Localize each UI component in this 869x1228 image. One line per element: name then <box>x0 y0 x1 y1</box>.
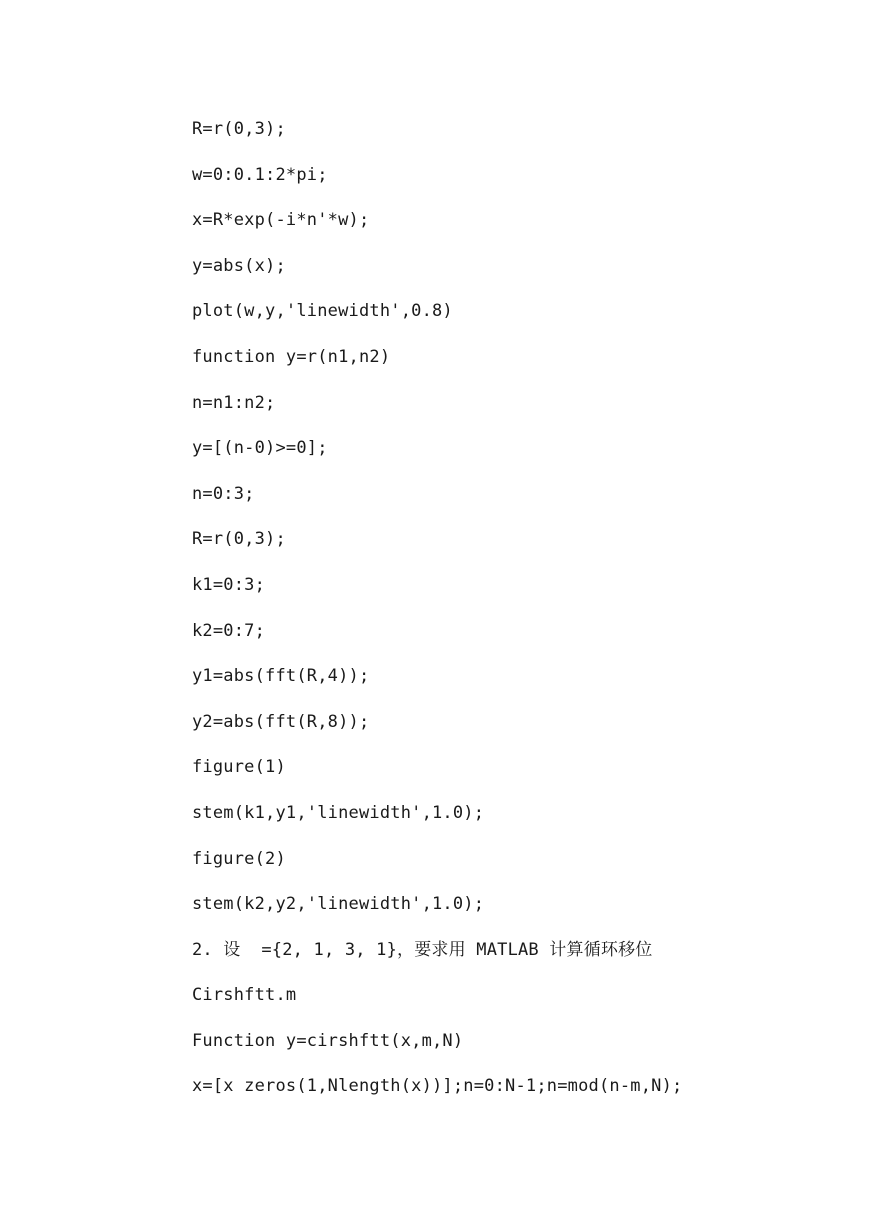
code-line: R=r(0,3); <box>192 119 286 139</box>
code-line: figure(1) <box>192 757 286 778</box>
filename-text: Cirshftt.m <box>192 985 297 1006</box>
code-line: y1=abs(fft(R,4)); <box>192 666 370 687</box>
code-line: y=abs(x); <box>192 255 286 276</box>
code-line: n=n1:n2; <box>192 392 276 413</box>
code-line: stem(k2,y2,'linewidth',1.0); <box>192 894 485 915</box>
question-text: 2. 设 ={2, 1, 3, 1}，要求用 MATLAB 计算循环移位 <box>192 939 653 960</box>
code-line: stem(k1,y1,'linewidth',1.0); <box>192 802 485 823</box>
code-line: plot(w,y,'linewidth',0.8) <box>192 301 453 322</box>
code-line: Function y=cirshftt(x,m,N) <box>192 1030 464 1051</box>
code-line: function y=r(n1,n2) <box>192 346 391 367</box>
code-line: y=[(n-0)>=0]; <box>192 438 328 459</box>
code-line: k2=0:7; <box>192 620 266 641</box>
code-line: x=[x zeros(1,Nlength(x))];n=0:N-1;n=mod(n-m,N); <box>192 1076 683 1097</box>
code-line: w=0:0.1:2*pi; <box>192 164 328 185</box>
code-line: n=0:3; <box>192 483 255 504</box>
code-listing <box>192 113 832 1116</box>
code-line: y2=abs(fft(R,8)); <box>192 711 370 732</box>
code-line: R=r(0,3); <box>192 529 286 550</box>
code-line: figure(2) <box>192 848 286 869</box>
code-line: k1=0:3; <box>192 574 266 595</box>
code-line: x=R*exp(-i*n'*w); <box>192 210 370 231</box>
